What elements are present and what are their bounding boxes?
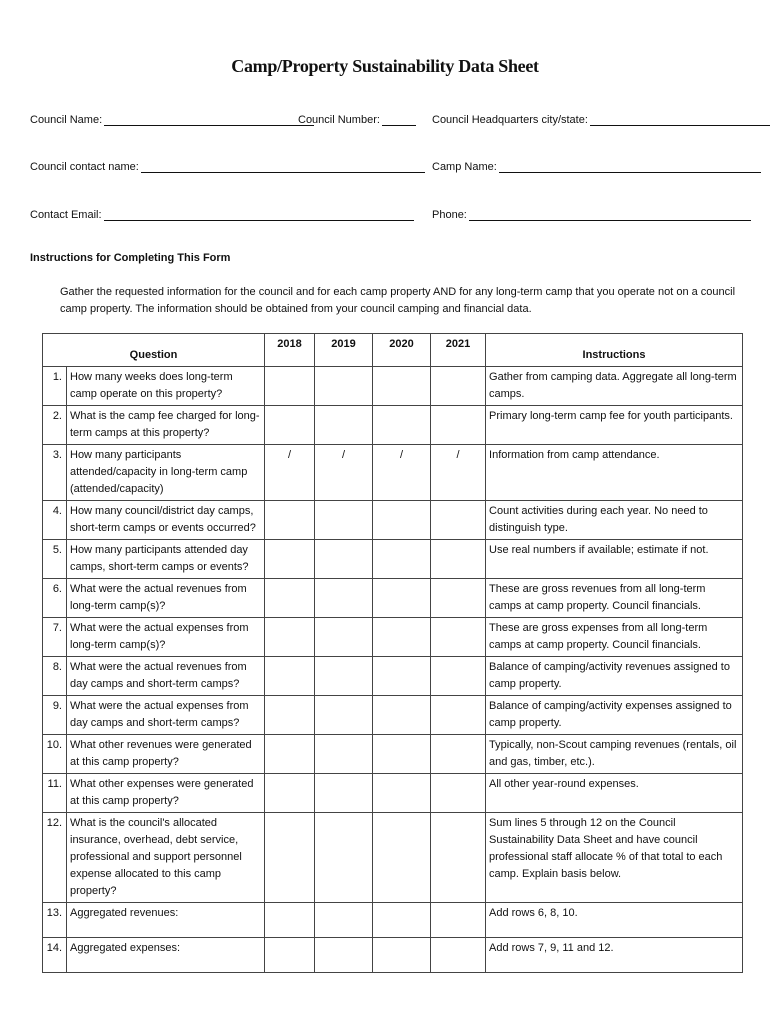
row-value-2019[interactable]	[315, 774, 373, 813]
table-row	[43, 445, 743, 501]
row-value-2021[interactable]	[431, 735, 486, 774]
row-value-2021[interactable]	[431, 501, 486, 540]
row-value-2020[interactable]	[373, 618, 431, 657]
row-value-2021[interactable]	[431, 813, 486, 903]
row-value-2020[interactable]	[373, 406, 431, 445]
row-value-2019[interactable]	[315, 540, 373, 579]
row-question: How many council/district day camps, short-term camps or events occurred?	[67, 501, 265, 540]
row-number: 2.	[43, 406, 67, 445]
table-row	[43, 579, 743, 618]
phone-field[interactable]	[432, 209, 751, 221]
row-value-2019[interactable]	[315, 813, 373, 903]
instructions-header: Instructions	[486, 334, 743, 367]
contact-name-field[interactable]	[30, 161, 425, 173]
row-instruction: Sum lines 5 through 12 on the Council Sustainability Data Sheet and have council professional staff allocate % of that total to each camp. Explain basis below.	[486, 813, 743, 903]
row-value-2020[interactable]	[373, 657, 431, 696]
row-value-2018[interactable]	[265, 903, 315, 938]
council-hq-label: Council Headquarters city/state:	[432, 114, 588, 126]
row-number: 13.	[43, 903, 67, 938]
row-value-2021[interactable]	[431, 696, 486, 735]
table-row	[43, 735, 743, 774]
row-question: What were the actual revenues from long-term camp(s)?	[67, 579, 265, 618]
row-instruction: Count activities during each year. No need to distinguish type.	[486, 501, 743, 540]
council-name-line[interactable]	[104, 114, 314, 126]
row-value-2018[interactable]	[265, 540, 315, 579]
row-instruction: Balance of camping/activity expenses assigned to camp property.	[486, 696, 743, 735]
row-instruction: Use real numbers if available; estimate if not.	[486, 540, 743, 579]
row-value-2020[interactable]	[373, 501, 431, 540]
row-value-2020[interactable]	[373, 903, 431, 938]
camp-name-line[interactable]	[499, 161, 761, 173]
table-row	[43, 813, 743, 903]
row-number: 6.	[43, 579, 67, 618]
table-row	[43, 696, 743, 735]
table-row	[43, 938, 743, 973]
row-value-2021[interactable]: /	[431, 445, 486, 501]
row-number: 7.	[43, 618, 67, 657]
year-header-2021: 2021	[431, 334, 486, 367]
row-value-2019[interactable]	[315, 501, 373, 540]
phone-line[interactable]	[469, 209, 751, 221]
row-question: How many weeks does long-term camp operate on this property?	[67, 367, 265, 406]
row-question: What other revenues were generated at this camp property?	[67, 735, 265, 774]
row-number: 8.	[43, 657, 67, 696]
phone-label: Phone:	[432, 209, 467, 221]
row-question: Aggregated revenues:	[67, 903, 265, 938]
row-value-2018[interactable]	[265, 501, 315, 540]
row-value-2019[interactable]	[315, 903, 373, 938]
row-value-2020[interactable]	[373, 540, 431, 579]
row-value-2020[interactable]	[373, 735, 431, 774]
row-value-2021[interactable]	[431, 903, 486, 938]
row-value-2019[interactable]	[315, 938, 373, 973]
table-row	[43, 501, 743, 540]
year-header-2019: 2019	[315, 334, 373, 367]
row-value-2020[interactable]: /	[373, 445, 431, 501]
council-number-line[interactable]	[382, 114, 416, 126]
row-value-2018[interactable]	[265, 406, 315, 445]
row-question: What is the camp fee charged for long-term camps at this property?	[67, 406, 265, 445]
row-instruction: Information from camp attendance.	[486, 445, 743, 501]
row-number: 1.	[43, 367, 67, 406]
row-value-2018[interactable]	[265, 735, 315, 774]
contact-name-line[interactable]	[141, 161, 425, 173]
row-value-2019[interactable]	[315, 367, 373, 406]
row-value-2020[interactable]	[373, 813, 431, 903]
table-row	[43, 618, 743, 657]
contact-name-label: Council contact name:	[30, 161, 139, 173]
row-instruction: Add rows 7, 9, 11 and 12.	[486, 938, 743, 973]
row-value-2020[interactable]	[373, 938, 431, 973]
row-question: How many participants attended/capacity in long-term camp (attended/capacity)	[67, 445, 265, 501]
row-value-2021[interactable]	[431, 367, 486, 406]
council-hq-line[interactable]	[590, 114, 770, 126]
question-header: Question	[43, 334, 265, 367]
row-number: 5.	[43, 540, 67, 579]
contact-email-line[interactable]	[104, 209, 414, 221]
table-row	[43, 657, 743, 696]
table-row	[43, 903, 743, 938]
contact-email-label: Contact Email:	[30, 209, 102, 221]
row-value-2019[interactable]	[315, 735, 373, 774]
row-value-2021[interactable]	[431, 618, 486, 657]
row-question: What other expenses were generated at this camp property?	[67, 774, 265, 813]
page-title: Camp/Property Sustainability Data Sheet	[231, 56, 539, 76]
camp-name-field[interactable]	[432, 161, 761, 173]
row-value-2021[interactable]	[431, 938, 486, 973]
table-row	[43, 367, 743, 406]
row-value-2020[interactable]	[373, 774, 431, 813]
row-number: 12.	[43, 813, 67, 903]
row-value-2019[interactable]: /	[315, 445, 373, 501]
row-value-2018[interactable]	[265, 657, 315, 696]
row-instruction: Primary long-term camp fee for youth participants.	[486, 406, 743, 445]
row-instruction: These are gross revenues from all long-term camps at camp property. Council financials.	[486, 579, 743, 618]
row-value-2021[interactable]	[431, 579, 486, 618]
row-question: How many participants attended day camps, short-term camps or events?	[67, 540, 265, 579]
row-number: 10.	[43, 735, 67, 774]
camp-name-label: Camp Name:	[432, 161, 497, 173]
row-value-2021[interactable]	[431, 657, 486, 696]
row-question: What were the actual revenues from day camps and short-term camps?	[67, 657, 265, 696]
row-question: What were the actual expenses from long-term camp(s)?	[67, 618, 265, 657]
row-number: 9.	[43, 696, 67, 735]
table-row	[43, 774, 743, 813]
row-question: What were the actual expenses from day camps and short-term camps?	[67, 696, 265, 735]
row-value-2019[interactable]	[315, 657, 373, 696]
row-instruction: All other year-round expenses.	[486, 774, 743, 813]
instructions-heading: Instructions for Completing This Form	[30, 252, 231, 264]
row-question: What is the council's allocated insurance, overhead, debt service, professional and support personnel expense allocated to this camp property?	[67, 813, 265, 903]
row-instruction: Balance of camping/activity revenues assigned to camp property.	[486, 657, 743, 696]
row-value-2019[interactable]	[315, 579, 373, 618]
row-value-2018[interactable]	[265, 813, 315, 903]
row-value-2020[interactable]	[373, 696, 431, 735]
council-number-field[interactable]	[298, 114, 416, 126]
row-value-2018[interactable]	[265, 938, 315, 973]
row-value-2019[interactable]	[315, 618, 373, 657]
row-value-2018[interactable]	[265, 367, 315, 406]
row-value-2021[interactable]	[431, 774, 486, 813]
row-value-2019[interactable]	[315, 696, 373, 735]
row-value-2018[interactable]	[265, 696, 315, 735]
row-value-2018[interactable]	[265, 618, 315, 657]
year-header-2018: 2018	[265, 334, 315, 367]
table-row	[43, 406, 743, 445]
instructions-text: Gather the requested information for the council and for each camp property AND for any long-term camp that you operate not on a council camp property. The information should be obtained from your council camping and financial data.	[60, 286, 736, 315]
data-table	[42, 333, 743, 973]
row-number: 3.	[43, 445, 67, 501]
row-number: 11.	[43, 774, 67, 813]
row-instruction: Add rows 6, 8, 10.	[486, 903, 743, 938]
row-number: 4.	[43, 501, 67, 540]
row-value-2021[interactable]	[431, 540, 486, 579]
council-number-label: Council Number:	[298, 114, 380, 126]
table-row	[43, 540, 743, 579]
row-value-2018[interactable]: /	[265, 445, 315, 501]
row-question: Aggregated expenses:	[67, 938, 265, 973]
row-instruction: Gather from camping data. Aggregate all long-term camps.	[486, 367, 743, 406]
council-name-field[interactable]	[30, 114, 314, 126]
table-header-row	[43, 334, 743, 367]
row-instruction: Typically, non-Scout camping revenues (rentals, oil and gas, timber, etc.).	[486, 735, 743, 774]
row-value-2021[interactable]	[431, 406, 486, 445]
row-value-2020[interactable]	[373, 579, 431, 618]
contact-email-field[interactable]	[30, 209, 414, 221]
row-value-2018[interactable]	[265, 774, 315, 813]
row-value-2020[interactable]	[373, 367, 431, 406]
row-number: 14.	[43, 938, 67, 973]
year-header-2020: 2020	[373, 334, 431, 367]
row-value-2018[interactable]	[265, 579, 315, 618]
council-hq-field[interactable]	[432, 114, 770, 126]
row-value-2019[interactable]	[315, 406, 373, 445]
council-name-label: Council Name:	[30, 114, 103, 126]
row-instruction: These are gross expenses from all long-term camps at camp property. Council financials.	[486, 618, 743, 657]
